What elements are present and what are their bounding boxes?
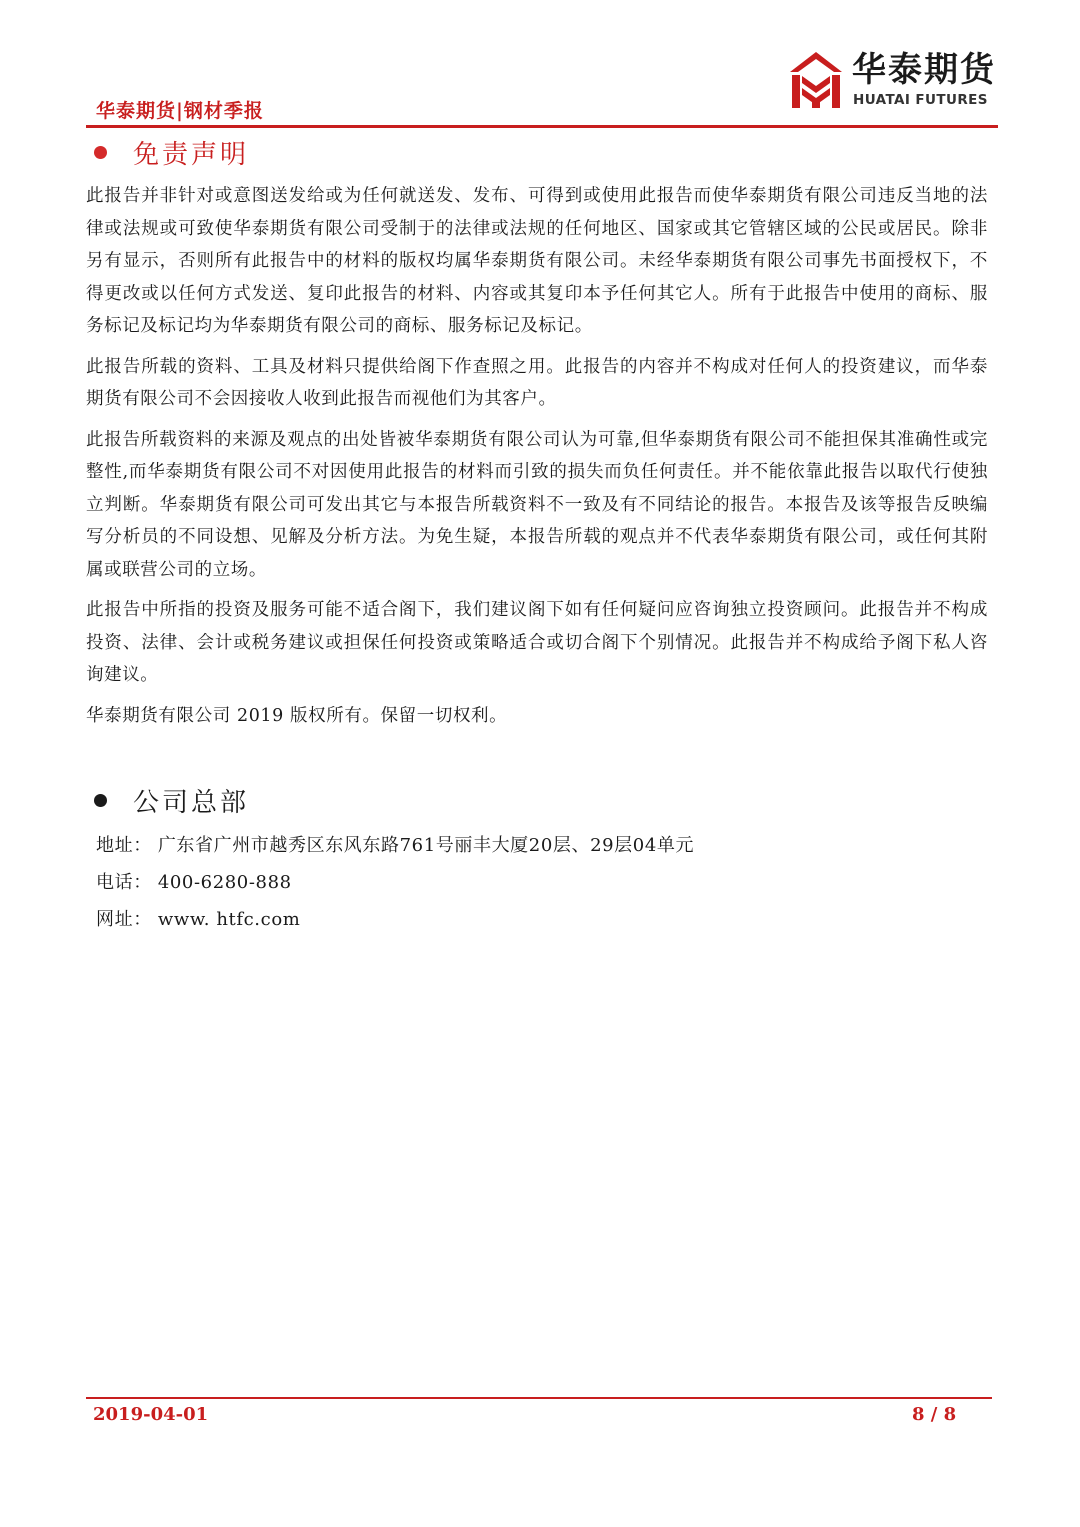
phone-line bbox=[96, 864, 896, 901]
website-line bbox=[96, 901, 896, 938]
website-label: 网址： bbox=[96, 909, 152, 930]
disclaimer-body bbox=[86, 180, 988, 740]
disclaimer-paragraph: 此报告所载的资料、工具及材料只提供给阁下作查照之用。此报告的内容并不构成对任何人的投资建议，而华泰期货有限公司不会因接收人收到此报告而视他们为其客户。 bbox=[86, 356, 988, 409]
logo-chinese-name: 华泰期货 bbox=[852, 50, 996, 90]
disclaimer-paragraph: 华泰期货有限公司 2019 版权所有。保留一切权利。 bbox=[86, 705, 508, 726]
bullet-icon bbox=[94, 794, 107, 807]
bullet-icon bbox=[94, 146, 107, 159]
disclaimer-paragraph: 此报告所载资料的来源及观点的出处皆被华泰期货有限公司认为可靠,但华泰期货有限公司不能担保其准确性或完整性,而华泰期货有限公司不对因使用此报告的材料而引致的损失而负任何责任。并不能依靠此报告以取代行使独立判断。华泰期货有限公司可发出其它与本报告所载资料不一致及有不同结论的报告。本报告及该等报告反映编写分析员的不同设想、见解及分析方法。为免生疑，本报告所载的观点并不代表华泰期货有限公司，或任何其附属或联营公司的立场。 bbox=[86, 429, 988, 580]
phone-value: 400-6280-888 bbox=[157, 872, 292, 893]
footer-date: 2019-04-01 bbox=[93, 1404, 209, 1425]
headquarters-contact bbox=[96, 827, 896, 938]
header-divider bbox=[86, 125, 998, 128]
website-link[interactable]: www. htfc.com bbox=[157, 909, 301, 930]
disclaimer-paragraph: 此报告中所指的投资及服务可能不适合阁下，我们建议阁下如有任何疑问应咨询独立投资顾问。此报告并不构成投资、法律、会计或税务建议或担保任何投资或策略适合或切合阁下个别情况。此报告并不构成给予阁下私人咨询建议。 bbox=[86, 600, 988, 685]
footer-divider bbox=[86, 1397, 992, 1399]
page-number: 8 / 8 bbox=[912, 1404, 957, 1425]
address-label: 地址： bbox=[96, 835, 152, 856]
address-line bbox=[96, 827, 896, 864]
disclaimer-paragraph: 此报告并非针对或意图送发给或为任何就送发、发布、可得到或使用此报告而使华泰期货有限公司违反当地的法律或法规或可致使华泰期货有限公司受制于的法律或法规的任何地区、国家或其它管辖区域的公民或居民。除非另有显示，否则所有此报告中的材料的版权均属华泰期货有限公司。未经华泰期货有限公司事先书面授权下，不得更改或以任何方式发送、复印此报告的材料、内容或其复印本予任何其它人。所有于此报告中使用的商标、服务标记及标记均为华泰期货有限公司的商标、服务标记及标记。 bbox=[86, 186, 988, 336]
header-report-title: 华泰期货|钢材季报 bbox=[96, 100, 264, 122]
huatai-logo-icon bbox=[788, 50, 844, 110]
headquarters-heading bbox=[94, 782, 249, 819]
logo-english-name: HUATAI FUTURES bbox=[853, 92, 988, 108]
company-logo bbox=[788, 50, 1008, 114]
disclaimer-heading bbox=[94, 134, 249, 171]
phone-label: 电话： bbox=[96, 872, 152, 893]
address-value: 广东省广州市越秀区东风东路761号丽丰大厦20层、29层04单元 bbox=[157, 835, 695, 856]
disclaimer-title: 免责声明 bbox=[133, 140, 250, 170]
headquarters-title: 公司总部 bbox=[133, 788, 250, 818]
